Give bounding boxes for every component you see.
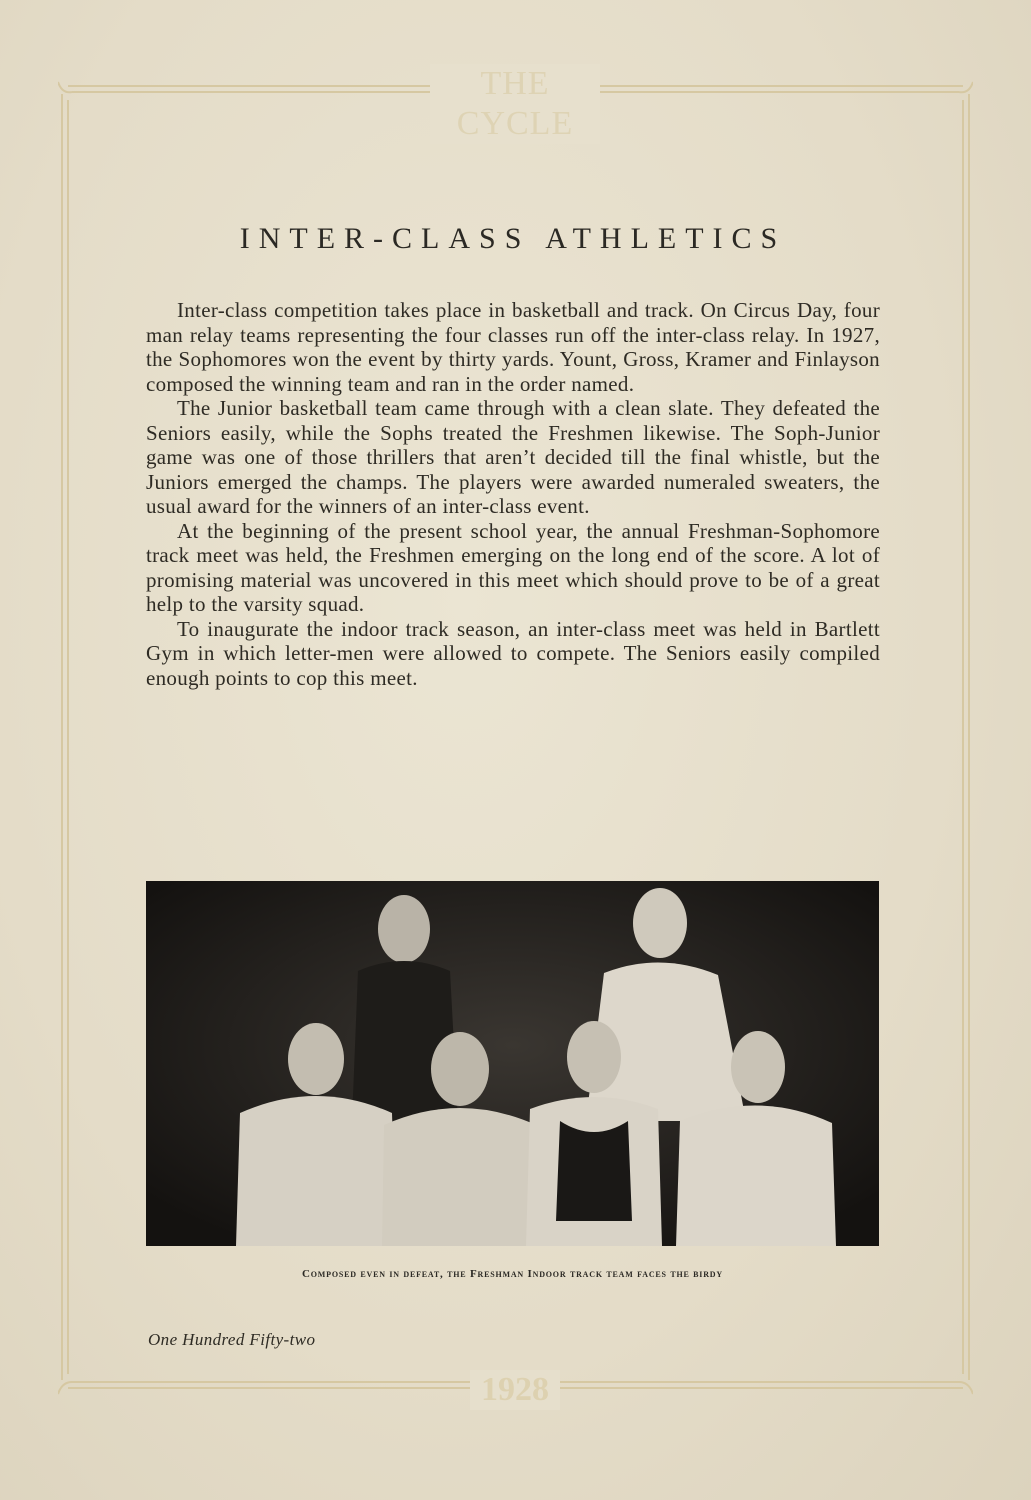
paragraph: At the beginning of the present school year, the annual Freshman-Sophomore track meet was held, the Freshmen emerging on the long end of the score. A lot of promising material was uncovered in this meet which should prove to be of a great help to the varsity squad.	[146, 518, 880, 616]
footer-year: 1928	[470, 1370, 560, 1410]
team-photo	[146, 881, 879, 1246]
paragraph: Inter-class competition takes place in basketball and track. On Circus Day, four man relay teams representing the four classes run off the inter-class relay. In 1927, the Sophomores won the event by thirty yards. Yount, Gross, Kramer and Finlayson composed the winning team and ran in the order named.	[146, 298, 880, 396]
paragraph: To inaugurate the indoor track season, an inter-class meet was held in Bartlett Gym in which letter-men were allowed to compete. The Seniors easily compiled enough points to cop this meet.	[146, 616, 880, 690]
article-title: INTER-CLASS ATHLETICS	[239, 222, 787, 255]
running-title: THE CYCLE	[430, 64, 600, 144]
team-photo-illustration	[146, 881, 879, 1246]
photo-caption: Composed even in defeat, the Freshman Indoor track team faces the birdy	[302, 1268, 723, 1280]
article-body	[146, 298, 880, 690]
paragraph: The Junior basketball team came through with a clean slate. They defeated the Seniors easily, while the Sophs treated the Freshmen likewise. The Soph-Junior game was one of those thrillers that aren’t decided till the final whistle, but the Juniors emerged the champs. The players were awarded numeraled sweaters, the usual award for the winners of an inter-class event.	[146, 396, 880, 518]
page-number: One Hundred Fifty-two	[148, 1330, 316, 1349]
